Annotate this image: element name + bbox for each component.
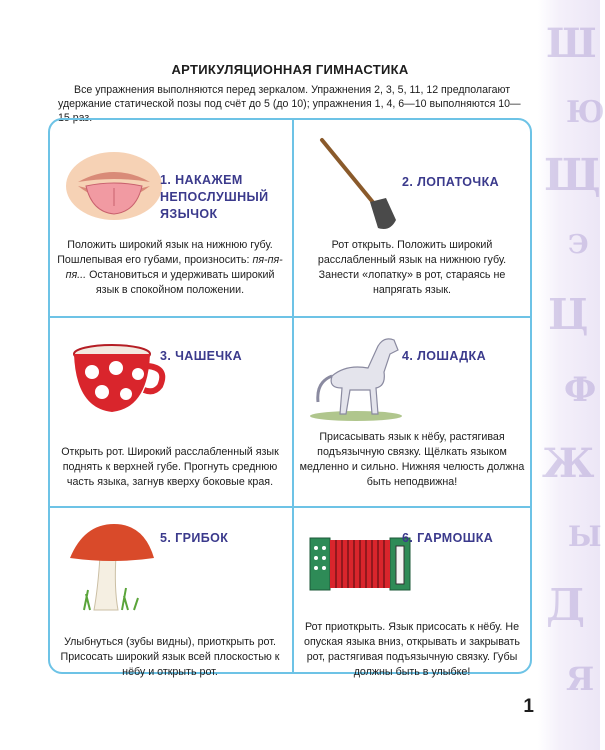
decorative-letters-strip: Ш Ю Щ Э Ц Ф Ж Ы Д Я — [538, 0, 600, 750]
exercise-card-2 — [292, 126, 532, 310]
exercise-card-4 — [292, 318, 532, 502]
horse-icon — [306, 328, 412, 424]
page-number: 1 — [523, 696, 534, 717]
exercise-heading: 4. ЛОШАДКА — [402, 349, 487, 363]
exercise-description: Рот приоткрыть. Язык присосать к нёбу. Не опуская языка вниз, открывать и закрывать рот, растягивая подъязычную связку. Губы должны быть в улыбке! — [304, 621, 520, 678]
exercise-description: Рот открыть. Положить широкий расслабленный язык на нижнюю губу. Занести «лопатку» в рот, стараясь не напрягать язык. — [317, 239, 507, 296]
exercise-description: Улыбнуться (зубы видны), приоткрыть рот. Присосать широкий язык всей плоскостью к нёбу и открыть рот. — [60, 636, 280, 678]
description-sound: пя-пя-пя... — [65, 254, 283, 281]
exercise-grid — [48, 118, 532, 678]
exercise-heading: 2. ЛОПАТОЧКА — [402, 175, 500, 189]
exercise-description: Открыть рот. Широкий расслабленный язык поднять к верхней губе. Прогнуть среднюю часть языка, загнув кверху боковые края. — [61, 446, 279, 488]
exercise-card-6 — [292, 508, 532, 692]
exercise-heading: 6. ГАРМОШКА — [402, 531, 494, 545]
exercise-heading: 5. ГРИБОК — [160, 531, 229, 545]
exercise-heading: 3. ЧАШЕЧКА — [160, 349, 243, 363]
mushroom-icon — [64, 518, 170, 614]
exercise-heading: 1. НАКАЖЕМ НЕПОСЛУШНЫЙ ЯЗЫЧОК — [160, 173, 269, 221]
cup-icon — [64, 328, 170, 424]
exercise-card-3 — [50, 318, 290, 502]
intro-paragraph: Все упражнения выполняются перед зеркалом. Упражнения 2, 3, 5, 11, 12 предполагают удержание статической позы под счёт до 5 (до 10); упражнения 1, 4, 6—10 выполняются 10—15 раз. — [58, 84, 521, 124]
accordion-icon — [306, 518, 412, 614]
mouth-tongue-icon — [64, 136, 170, 232]
page-title: АРТИКУЛЯЦИОННАЯ ГИМНАСТИКА — [171, 62, 409, 77]
description-text: Остановиться и удерживать широкий язык в спокойном положении. — [89, 269, 275, 296]
description-text: Положить широкий язык на нижнюю губу. Пошлепывая его губами, произносить: — [57, 239, 273, 266]
exercise-description: Присасывать язык к нёбу, растягивая подъязычную связку. Щёлкать языком медленно и сильно. Нижняя челюсть должна быть неподвижна! — [299, 431, 525, 488]
exercise-card-5 — [50, 508, 290, 692]
exercise-card-1 — [50, 126, 290, 310]
shovel-icon — [306, 136, 412, 232]
exercise-description — [56, 238, 284, 298]
